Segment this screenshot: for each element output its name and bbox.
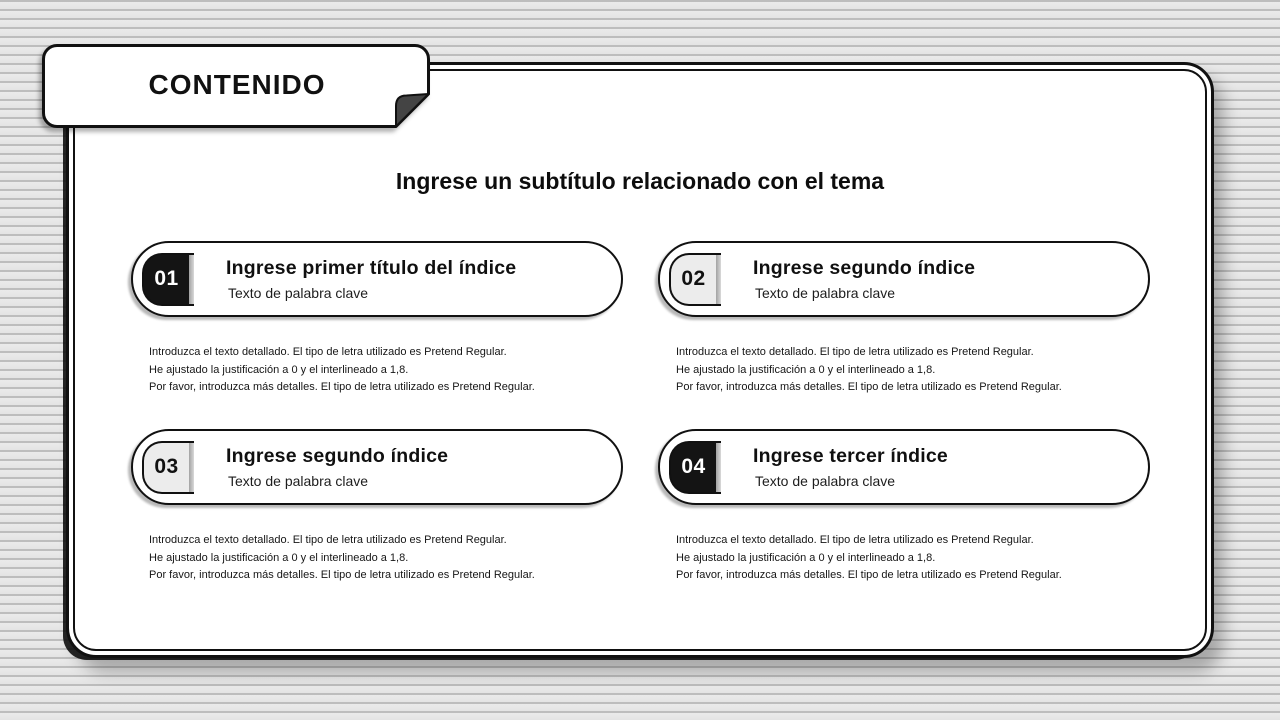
detail-line: He ajustado la justificación a 0 y el interlineado a 1,8. [149,551,409,564]
index-pill [131,429,623,505]
index-detail-text [149,344,623,397]
index-number-badge: 03 [142,441,194,494]
index-number-badge: 04 [669,441,721,494]
detail-line: Introduzca el texto detallado. El tipo de letra utilizado es Pretend Regular. [676,346,1034,358]
index-keyword: Texto de palabra clave [228,285,369,301]
slide-subtitle: Ingrese un subtítulo relacionado con el tema [395,168,885,194]
detail-line: He ajustado la justificación a 0 y el interlineado a 1,8. [676,551,936,564]
slide-title: CONTENIDO [148,69,326,100]
detail-line: Introduzca el texto detallado. El tipo de letra utilizado es Pretend Regular. [676,534,1034,546]
index-keyword: Texto de palabra clave [755,473,896,489]
index-pill-text [226,445,448,489]
index-pill-text [226,257,516,301]
index-title: Ingrese segundo índice [753,257,976,279]
index-pill-text [753,257,975,301]
index-number-badge: 01 [142,253,194,306]
detail-line: He ajustado la justificación a 0 y el interlineado a 1,8. [149,363,409,376]
index-keyword: Texto de palabra clave [228,473,369,489]
index-item-04 [658,429,1150,585]
index-keyword: Texto de palabra clave [755,285,896,301]
slide-title-tab [42,44,432,128]
detail-line: Por favor, introduzca más detalles. El tipo de letra utilizado es Pretend Regular. [149,569,535,581]
index-detail-text [676,344,1150,397]
detail-line: Por favor, introduzca más detalles. El tipo de letra utilizado es Pretend Regular. [676,381,1062,393]
detail-line: Introduzca el texto detallado. El tipo de letra utilizado es Pretend Regular. [149,534,507,546]
index-title: Ingrese segundo índice [226,445,449,467]
index-item-03 [131,429,623,585]
index-detail-text [149,532,623,585]
detail-line: Por favor, introduzca más detalles. El tipo de letra utilizado es Pretend Regular. [149,381,535,393]
index-item-02 [658,241,1150,397]
index-pill [658,429,1150,505]
index-item-01 [131,241,623,397]
index-pill-text [753,445,948,489]
index-title: Ingrese tercer índice [753,445,948,467]
index-pill [658,241,1150,317]
index-title: Ingrese primer título del índice [226,257,517,279]
index-number-badge: 02 [669,253,721,306]
detail-line: Por favor, introduzca más detalles. El tipo de letra utilizado es Pretend Regular. [676,569,1062,581]
index-detail-text [676,532,1150,585]
detail-line: Introduzca el texto detallado. El tipo de letra utilizado es Pretend Regular. [149,346,507,358]
index-pill [131,241,623,317]
detail-line: He ajustado la justificación a 0 y el interlineado a 1,8. [676,363,936,376]
